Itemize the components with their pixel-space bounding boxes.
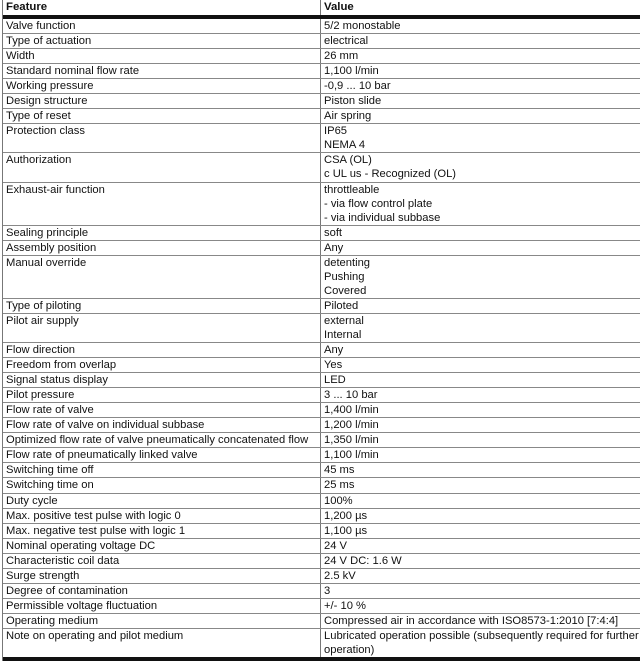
value-line: 1,100 µs [324, 524, 368, 537]
feature-cell [3, 299, 320, 313]
feature-label: Sealing principle [6, 226, 89, 239]
feature-cell [3, 358, 320, 372]
feature-cell [3, 478, 320, 492]
value-line: NEMA 4 [324, 139, 366, 152]
table-row [3, 433, 640, 448]
table-row [3, 314, 640, 343]
feature-cell [3, 183, 320, 225]
value-cell [320, 524, 640, 538]
feature-label: Max. negative test pulse with logic 1 [6, 524, 186, 537]
feature-label: Note on operating and pilot medium [6, 629, 184, 642]
table-row [3, 256, 640, 299]
value-line: Any [324, 241, 344, 254]
feature-cell [3, 94, 320, 108]
header-value: Value [320, 0, 640, 15]
feature-label: Standard nominal flow rate [6, 65, 140, 78]
table-row [3, 418, 640, 433]
feature-cell [3, 554, 320, 568]
value-line: Pushing [324, 270, 365, 283]
table-row [3, 539, 640, 554]
feature-label: Freedom from overlap [6, 359, 117, 372]
value-line: +/- 10 % [324, 599, 366, 612]
table-row [3, 494, 640, 509]
value-cell [320, 299, 640, 313]
value-cell [320, 241, 640, 255]
feature-cell [3, 403, 320, 417]
value-line: 3 ... 10 bar [324, 389, 378, 402]
table-row [3, 124, 640, 153]
feature-cell [3, 241, 320, 255]
value-cell [320, 463, 640, 477]
value-line: detenting [324, 256, 371, 269]
table-row [3, 614, 640, 629]
feature-cell [3, 448, 320, 462]
table-row [3, 343, 640, 358]
feature-label: Authorization [6, 154, 72, 167]
feature-cell [3, 433, 320, 447]
value-line: - via individual subbase [324, 211, 441, 224]
value-line: operation) [324, 643, 375, 656]
value-line: 1,200 µs [324, 509, 368, 522]
value-line: Compressed air in accordance with ISO8573-1:2010 [7:4:4] [324, 614, 619, 627]
feature-label: Degree of contamination [6, 584, 128, 597]
value-line: external [324, 314, 364, 327]
feature-label: Flow rate of pneumatically linked valve [6, 449, 198, 462]
feature-label: Permissible voltage fluctuation [6, 599, 158, 612]
feature-cell [3, 343, 320, 357]
value-line: Yes [324, 359, 343, 372]
table-row [3, 478, 640, 493]
feature-cell [3, 463, 320, 477]
table-row [3, 524, 640, 539]
spec-table [2, 0, 640, 661]
value-cell [320, 554, 640, 568]
table-row [3, 94, 640, 109]
table-row [3, 34, 640, 49]
table-row [3, 64, 640, 79]
value-line: 24 V [324, 539, 348, 552]
feature-label: Characteristic coil data [6, 554, 120, 567]
table-row [3, 584, 640, 599]
value-line: IP65 [324, 125, 348, 138]
value-line: throttleable [324, 183, 380, 196]
value-line: 1,350 l/min [324, 434, 379, 447]
table-row [3, 509, 640, 524]
feature-cell [3, 388, 320, 402]
value-line: LED [324, 374, 346, 387]
value-line: -0,9 ... 10 bar [324, 80, 391, 93]
value-cell [320, 79, 640, 93]
feature-label: Manual override [6, 256, 87, 269]
feature-label: Exhaust-air function [6, 183, 105, 196]
value-line: 1,200 l/min [324, 419, 379, 432]
feature-label: Duty cycle [6, 494, 58, 507]
value-line: 100% [324, 494, 353, 507]
value-line: 45 ms [324, 464, 355, 477]
feature-label: Pilot air supply [6, 314, 79, 327]
feature-label: Valve function [6, 20, 76, 32]
feature-cell [3, 124, 320, 152]
value-line: electrical [324, 35, 369, 48]
table-row [3, 183, 640, 226]
table-row [3, 463, 640, 478]
value-line: Lubricated operation possible (subsequently required for further [324, 629, 639, 642]
feature-cell [3, 509, 320, 523]
feature-cell [3, 109, 320, 123]
feature-label: Optimized flow rate of valve pneumatically concatenated flow [6, 434, 309, 447]
feature-cell [3, 64, 320, 78]
value-cell [320, 183, 640, 225]
value-line: Any [324, 344, 344, 357]
table-row [3, 403, 640, 418]
feature-label: Working pressure [6, 80, 94, 93]
table-row [3, 373, 640, 388]
feature-cell [3, 524, 320, 538]
value-cell [320, 539, 640, 553]
value-cell [320, 388, 640, 402]
value-cell [320, 494, 640, 508]
value-line: 3 [324, 584, 331, 597]
table-row [3, 153, 640, 182]
value-cell [320, 19, 640, 33]
feature-cell [3, 569, 320, 583]
feature-label: Flow rate of valve [6, 404, 94, 417]
table-row [3, 388, 640, 403]
value-cell [320, 343, 640, 357]
value-line: 5/2 monostable [324, 20, 401, 32]
value-cell [320, 358, 640, 372]
table-row [3, 358, 640, 373]
feature-label: Max. positive test pulse with logic 0 [6, 509, 181, 522]
feature-label: Flow direction [6, 344, 76, 357]
feature-label: Flow rate of valve on individual subbase [6, 419, 205, 432]
value-cell [320, 403, 640, 417]
table-row [3, 599, 640, 614]
feature-cell [3, 599, 320, 613]
value-cell [320, 599, 640, 613]
value-cell [320, 153, 640, 181]
table-row [3, 226, 640, 241]
feature-cell [3, 539, 320, 553]
value-line: Covered [324, 284, 367, 297]
feature-label: Pilot pressure [6, 389, 75, 402]
value-line: c UL us - Recognized (OL) [324, 168, 457, 181]
value-line: 25 ms [324, 479, 355, 492]
value-line: - via flow control plate [324, 197, 433, 210]
value-cell [320, 433, 640, 447]
value-cell [320, 64, 640, 78]
value-cell [320, 584, 640, 598]
value-cell [320, 629, 640, 657]
value-cell [320, 569, 640, 583]
value-line: Air spring [324, 110, 372, 123]
feature-label: Nominal operating voltage DC [6, 539, 156, 552]
table-row [3, 241, 640, 256]
value-cell [320, 314, 640, 342]
header-feature: Feature [6, 1, 48, 13]
value-cell [320, 418, 640, 432]
table-body [3, 19, 640, 661]
feature-label: Assembly position [6, 241, 97, 254]
table-row [3, 19, 640, 34]
table-row [3, 629, 640, 657]
value-line: Piloted [324, 299, 359, 312]
value-line: 1,100 l/min [324, 65, 379, 78]
feature-cell [3, 314, 320, 342]
feature-cell [3, 584, 320, 598]
value-cell [320, 373, 640, 387]
feature-label: Type of piloting [6, 299, 82, 312]
feature-cell [3, 226, 320, 240]
feature-label: Switching time off [6, 464, 94, 477]
feature-cell [3, 153, 320, 181]
table-header [3, 0, 640, 19]
value-cell [320, 509, 640, 523]
feature-label: Signal status display [6, 374, 108, 387]
value-cell [320, 94, 640, 108]
value-line: soft [324, 226, 343, 239]
feature-cell [3, 34, 320, 48]
feature-cell [3, 629, 320, 657]
feature-cell [3, 256, 320, 298]
feature-cell [3, 494, 320, 508]
feature-label: Width [6, 50, 35, 63]
feature-cell [3, 79, 320, 93]
value-line: 1,100 l/min [324, 449, 379, 462]
value-cell [320, 34, 640, 48]
value-cell [320, 124, 640, 152]
value-cell [320, 478, 640, 492]
table-row [3, 554, 640, 569]
value-line: Internal [324, 328, 362, 341]
feature-label: Operating medium [6, 614, 99, 627]
value-cell [320, 256, 640, 298]
feature-cell [3, 49, 320, 63]
value-cell [320, 448, 640, 462]
table-row [3, 299, 640, 314]
value-line: Piston slide [324, 95, 382, 108]
value-cell [320, 49, 640, 63]
feature-label: Design structure [6, 95, 88, 108]
value-cell [320, 109, 640, 123]
value-line: 24 V DC: 1.6 W [324, 554, 402, 567]
feature-label: Switching time on [6, 479, 94, 492]
table-row [3, 109, 640, 124]
feature-label: Type of reset [6, 110, 71, 123]
feature-cell [3, 418, 320, 432]
table-row [3, 49, 640, 64]
feature-cell [3, 373, 320, 387]
table-row [3, 569, 640, 584]
feature-label: Protection class [6, 125, 85, 138]
value-line: 1,400 l/min [324, 404, 379, 417]
value-line: CSA (OL) [324, 154, 372, 167]
feature-label: Surge strength [6, 569, 80, 582]
feature-label: Type of actuation [6, 35, 92, 48]
value-line: 2.5 kV [324, 569, 356, 582]
table-row [3, 79, 640, 94]
value-line: 26 mm [324, 50, 359, 63]
feature-cell [3, 19, 320, 33]
value-cell [320, 226, 640, 240]
table-row [3, 448, 640, 463]
